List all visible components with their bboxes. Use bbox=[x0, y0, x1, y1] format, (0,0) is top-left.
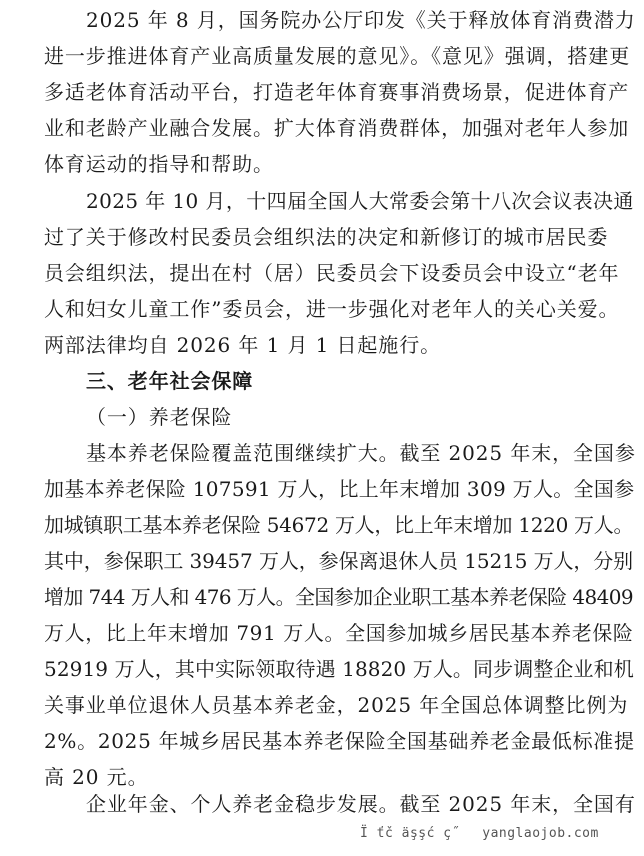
paragraph-3-line-3: 加城镇职工基本养老保险 54672 万人，比上年末增加 1220 万人。 bbox=[44, 513, 634, 537]
watermark-site-text: yanglaojob.com bbox=[482, 826, 599, 841]
paragraph-2-line-1: 2025 年 10 月，十四届全国人大常委会第十八次会议表决通 bbox=[86, 189, 634, 213]
paragraph-3-line-10: 高 20 元。 bbox=[44, 765, 149, 789]
paragraph-2-line-2: 过了关于修改村民委员会组织法的决定和新修订的城市居民委 bbox=[44, 225, 609, 249]
paragraph-2-line-3: 员会组织法，提出在村（居）民委员会下设委员会中设立“老年 bbox=[44, 261, 620, 285]
paragraph-3-line-8: 关事业单位退休人员基本养老金，2025 年全国总体调整比例为 bbox=[44, 693, 629, 717]
paragraph-4-line-1: 企业年金、个人养老金稳步发展。截至 2025 年末，全国有 bbox=[86, 792, 636, 816]
paragraph-3-line-6: 万人，比上年末增加 791 万人。全国参加城乡居民基本养老保险 bbox=[44, 621, 634, 645]
paragraph-3-line-2: 加基本养老保险 107591 万人，比上年末增加 309 万人。全国参 bbox=[44, 477, 635, 501]
paragraph-1-line-3: 多适老体育活动平台，打造老年体育赛事消费场景，促进体育产 bbox=[44, 80, 630, 104]
paragraph-1-line-4: 业和老龄产业融合发展。扩大体育消费群体，加强对老年人参加 bbox=[44, 116, 630, 140]
paragraph-2-line-4: 人和妇女儿童工作”委员会，进一步强化对老年人的关心关爱。 bbox=[44, 297, 620, 321]
paragraph-1-line-2: 进一步推进体育产业高质量发展的意见》。《意见》强调，搭建更 bbox=[44, 44, 631, 68]
section-heading: 三、老年社会保障 bbox=[86, 369, 254, 393]
paragraph-3-line-5: 增加 744 万人和 476 万人。全国参加企业职工基本养老保险 48409 bbox=[44, 585, 633, 609]
paragraph-3-line-1: 基本养老保险覆盖范围继续扩大。截至 2025 年末，全国参 bbox=[86, 441, 636, 465]
paragraph-1-line-1: 2025 年 8 月，国务院办公厅印发《关于释放体育消费潜力 bbox=[86, 8, 636, 32]
paragraph-1-line-5: 体育运动的指导和帮助。 bbox=[44, 152, 274, 176]
watermark bbox=[360, 826, 599, 841]
paragraph-3-line-9: 2%。2025 年城乡居民基本养老保险全国基础养老金最低标准提 bbox=[44, 729, 635, 753]
paragraph-3-line-4: 其中，参保职工 39457 万人，参保离退休人员 15215 万人，分别 bbox=[44, 549, 634, 573]
watermark-garbled-text: Ï ťč äşşć ç˝ bbox=[360, 826, 460, 841]
paragraph-2-line-5: 两部法律均自 2026 年 1 月 1 日起施行。 bbox=[44, 333, 441, 357]
subsection-heading: （一）养老保险 bbox=[86, 405, 233, 429]
paragraph-3-line-7: 52919 万人，其中实际领取待遇 18820 万人。同步调整企业和机 bbox=[44, 657, 634, 681]
